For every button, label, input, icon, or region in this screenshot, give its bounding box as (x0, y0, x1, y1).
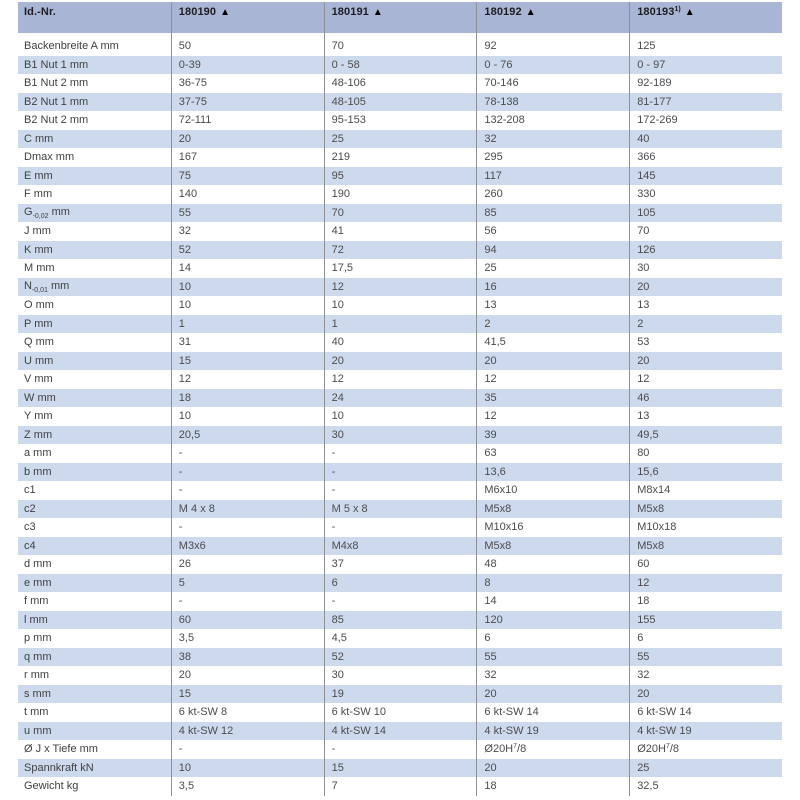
row-label: Dmax mm (24, 151, 75, 164)
cell-value: 52 (178, 243, 192, 256)
row-label: Spannkraft kN (24, 761, 94, 774)
cell-value: 31 (178, 336, 192, 349)
table-row (18, 278, 782, 297)
fit-superscript: 7 (513, 743, 518, 751)
cell-value: 1 (331, 317, 338, 330)
cell-value: 140 (178, 188, 198, 201)
cell-value: 20 (178, 669, 192, 682)
cell-value: 18 (637, 595, 650, 608)
header-article-number (324, 2, 477, 33)
cell-value: 39 (484, 428, 497, 441)
table-row (18, 296, 782, 315)
table-row (18, 722, 782, 741)
cell-value: M 5 x 8 (331, 502, 368, 515)
row-label: C mm (24, 132, 54, 145)
cell-value (629, 743, 782, 755)
cell-text: Ø20H (484, 743, 514, 756)
table-row (18, 333, 782, 352)
table-row (18, 167, 782, 186)
table-row (18, 685, 782, 704)
cell-value: - (178, 484, 183, 497)
row-label: c3 (24, 521, 36, 534)
cell-value: - (331, 743, 336, 756)
table-row (18, 574, 782, 593)
cell-value: 55 (484, 650, 497, 663)
table-row (18, 352, 782, 371)
cell-value: 55 (178, 206, 192, 219)
cell-value: 20 (637, 687, 650, 700)
row-label: t mm (24, 706, 49, 719)
tolerance-subscript: -0,01 (31, 286, 48, 294)
cell-value: 8 (484, 576, 491, 589)
cell-value: M5x8 (637, 539, 665, 552)
cell-value: 41,5 (484, 336, 506, 349)
cell-value: 32 (178, 225, 192, 238)
cell-value: 20 (484, 354, 497, 367)
row-label: f mm (24, 595, 49, 608)
cell-value: 4 kt-SW 12 (178, 724, 234, 737)
article-number-text: 180190 (178, 6, 217, 18)
table-row (18, 500, 782, 519)
cell-value: 24 (331, 391, 344, 404)
cell-value: 15 (178, 687, 192, 700)
table-row (18, 204, 782, 223)
table-row (18, 74, 782, 93)
cell-value: 53 (637, 336, 650, 349)
cell-value: - (331, 447, 336, 460)
cell-text: Ø20H (637, 743, 666, 756)
cell-value: M4x8 (331, 539, 359, 552)
cell-value: 18 (484, 780, 497, 793)
row-label: Gewicht kg (24, 780, 79, 793)
cell-value: - (178, 447, 183, 460)
cell-value: 6 kt-SW 8 (178, 706, 228, 719)
cell-value: 46 (637, 391, 650, 404)
cell-value: 25 (484, 262, 497, 275)
row-label: M mm (24, 262, 55, 275)
table-row (18, 777, 782, 796)
row-label: B2 Nut 2 mm (24, 114, 89, 127)
cell-value: 7 (331, 780, 338, 793)
cell-text: N (24, 279, 32, 292)
cell-value: 48-106 (331, 77, 366, 90)
cell-value: M6x10 (484, 484, 518, 497)
table-header-row (18, 2, 782, 33)
row-label: P mm (24, 317, 53, 330)
table-row (18, 666, 782, 685)
cell-value: 15,6 (637, 465, 659, 478)
row-label: l mm (24, 613, 48, 626)
cell-value: 18 (178, 391, 192, 404)
cell-value: 12 (331, 280, 344, 293)
cell-value: 26 (178, 558, 192, 571)
cell-value: 10 (178, 410, 192, 423)
cell-value: 5 (178, 576, 185, 589)
row-label: W mm (24, 391, 56, 404)
cell-value: 4,5 (331, 632, 347, 645)
cell-value: 48 (484, 558, 497, 571)
header-article-number (171, 2, 324, 33)
triangle-icon: ▲ (684, 7, 695, 18)
cell-value: 25 (331, 132, 344, 145)
row-label: e mm (24, 576, 52, 589)
header-article-number (476, 2, 629, 33)
fit-superscript: 7 (665, 743, 670, 751)
cell-text: mm (48, 205, 70, 218)
cell-value: 85 (484, 206, 497, 219)
cell-value: 20 (331, 354, 344, 367)
cell-value: 32 (637, 669, 650, 682)
cell-value: - (178, 595, 183, 608)
cell-value: 3,5 (178, 632, 195, 645)
cell-value: 14 (178, 262, 192, 275)
cell-value: 80 (637, 447, 650, 460)
cell-text: G (24, 205, 33, 218)
row-label: E mm (24, 169, 53, 182)
cell-value: M10x16 (484, 521, 524, 534)
cell-value: 55 (637, 650, 650, 663)
cell-value: 0-39 (178, 58, 201, 71)
triangle-icon: ▲ (220, 7, 231, 18)
table-row (18, 740, 782, 759)
table-row (18, 426, 782, 445)
cell-value: 37 (331, 558, 344, 571)
row-label: B2 Nut 1 mm (24, 95, 89, 108)
cell-value: 30 (331, 428, 344, 441)
cell-value: 0 - 97 (637, 58, 666, 71)
cell-value: 10 (178, 761, 192, 774)
row-label: b mm (24, 465, 52, 478)
table-row (18, 37, 782, 56)
row-label: Ø J x Tiefe mm (24, 743, 98, 756)
cell-value: - (331, 465, 336, 478)
cell-value: 32 (484, 132, 497, 145)
cell-value: 6 kt-SW 10 (331, 706, 386, 719)
cell-value: 75 (178, 169, 192, 182)
cell-value: 56 (484, 225, 497, 238)
cell-value: 6 (637, 632, 644, 645)
cell-value: 155 (637, 613, 656, 626)
cell-value: 37-75 (178, 95, 207, 108)
cell-value: 92 (484, 40, 497, 53)
table-row (18, 148, 782, 167)
cell-value: 85 (331, 613, 344, 626)
cell-value: 117 (484, 169, 502, 182)
table-body (18, 37, 782, 796)
cell-value: 145 (637, 169, 656, 182)
cell-value: M 4 x 8 (178, 502, 215, 515)
cell-value: 30 (637, 262, 650, 275)
cell-value: 38 (178, 650, 192, 663)
cell-value: 32,5 (637, 780, 659, 793)
row-label: c2 (24, 502, 36, 515)
spec-table (18, 2, 782, 796)
cell-value: 92-189 (637, 77, 672, 90)
cell-value: 72-111 (178, 114, 212, 127)
cell-value: 70-146 (484, 77, 519, 90)
row-label: s mm (24, 687, 51, 700)
cell-value: 20,5 (178, 428, 201, 441)
cell-value: 10 (178, 280, 192, 293)
table-row (18, 185, 782, 204)
cell-value: 60 (637, 558, 650, 571)
cell-value: 4 kt-SW 19 (637, 724, 692, 737)
column-separator (629, 2, 630, 796)
cell-value: 30 (331, 669, 344, 682)
cell-value: 0 - 58 (331, 58, 360, 71)
cell-value: 13 (637, 299, 650, 312)
table-row (18, 56, 782, 75)
row-label: Z mm (24, 428, 53, 441)
row-label: O mm (24, 299, 54, 312)
cell-value: 35 (484, 391, 497, 404)
cell-value: 36-75 (178, 77, 207, 90)
cell-value: 15 (331, 761, 344, 774)
row-label: U mm (24, 354, 54, 367)
table-row (18, 444, 782, 463)
cell-value: M5x8 (484, 502, 512, 515)
table-row (18, 611, 782, 630)
cell-value: 10 (178, 299, 192, 312)
row-label: F mm (24, 188, 53, 201)
cell-value: 13 (637, 410, 650, 423)
table-row (18, 759, 782, 778)
cell-value: 41 (331, 225, 344, 238)
cell-value: 167 (178, 151, 198, 164)
table-row (18, 407, 782, 426)
article-number-text: 180193 (637, 6, 675, 18)
cell-value: 4 kt-SW 14 (331, 724, 386, 737)
table-row (18, 241, 782, 260)
cell-value: - (331, 595, 336, 608)
cell-value: 60 (178, 613, 192, 626)
cell-value: 20 (178, 132, 192, 145)
cell-value: M10x18 (637, 521, 677, 534)
cell-value: 14 (484, 595, 497, 608)
row-label: u mm (24, 724, 52, 737)
cell-value: 49,5 (637, 428, 659, 441)
row-label (18, 206, 171, 220)
row-label: c1 (24, 484, 36, 497)
cell-value: 366 (637, 151, 656, 164)
cell-value: 94 (484, 243, 497, 256)
header-id-label: Id.-Nr. (24, 6, 56, 18)
cell-value: 3,5 (178, 780, 195, 793)
table-row (18, 370, 782, 389)
cell-text: mm (47, 279, 70, 292)
cell-value: 219 (331, 151, 350, 164)
cell-value: 4 kt-SW 19 (484, 724, 539, 737)
cell-value: 72 (331, 243, 344, 256)
cell-value: 20 (637, 280, 650, 293)
row-label: d mm (24, 558, 52, 571)
cell-value: 15 (178, 354, 192, 367)
cell-value: 19 (331, 687, 344, 700)
header-article-number (629, 2, 782, 33)
footnote-marker: 1) (674, 6, 681, 13)
table-row (18, 481, 782, 500)
cell-value: 120 (484, 613, 503, 626)
cell-value: 12 (178, 373, 192, 386)
cell-value: 6 (331, 576, 338, 589)
cell-value: - (331, 484, 336, 497)
article-number-text: 180192 (484, 6, 522, 18)
cell-value: 10 (331, 299, 344, 312)
cell-value: 13,6 (484, 465, 506, 478)
cell-value: M3x6 (178, 539, 206, 552)
table-row (18, 111, 782, 130)
cell-value: 78-138 (484, 95, 519, 108)
cell-value: 70 (637, 225, 650, 238)
row-label: p mm (24, 632, 52, 645)
cell-value: 95 (331, 169, 344, 182)
cell-value: 1 (178, 317, 185, 330)
cell-value: 172-269 (637, 114, 678, 127)
table-row (18, 592, 782, 611)
cell-value: M8x14 (637, 484, 671, 497)
cell-value: - (178, 743, 183, 756)
cell-value: M5x8 (637, 502, 665, 515)
cell-value: 2 (484, 317, 491, 330)
cell-value: 70 (331, 40, 344, 53)
cell-value: 6 (484, 632, 491, 645)
cell-value: - (178, 465, 183, 478)
tolerance-subscript: -0,02 (32, 212, 49, 220)
cell-text: /8 (669, 743, 680, 756)
row-label: q mm (24, 650, 52, 663)
row-label: Y mm (24, 410, 53, 423)
cell-value: 70 (331, 206, 344, 219)
table-row (18, 648, 782, 667)
triangle-icon: ▲ (525, 7, 536, 18)
table-row (18, 629, 782, 648)
row-label: Q mm (24, 336, 54, 349)
cell-value: 12 (484, 373, 497, 386)
cell-value: 125 (637, 40, 656, 53)
row-label: a mm (24, 447, 52, 460)
cell-value: 16 (484, 280, 497, 293)
cell-value: 0 - 76 (484, 58, 513, 71)
cell-value: 81-177 (637, 95, 672, 108)
row-label: V mm (24, 373, 53, 386)
cell-value: 32 (484, 669, 497, 682)
cell-value: 260 (484, 188, 503, 201)
cell-value: 20 (637, 354, 650, 367)
cell-value: 63 (484, 447, 497, 460)
article-number-text: 180191 (331, 6, 369, 18)
table-row (18, 222, 782, 241)
row-label: Backenbreite A mm (24, 40, 119, 53)
cell-value: 10 (331, 410, 344, 423)
cell-value: 6 kt-SW 14 (484, 706, 539, 719)
cell-value: 12 (331, 373, 344, 386)
cell-value: 12 (484, 410, 497, 423)
column-separator (476, 2, 477, 796)
cell-value: 95-153 (331, 114, 366, 127)
table-row (18, 703, 782, 722)
table-row (18, 389, 782, 408)
cell-value: 40 (331, 336, 344, 349)
cell-value: 40 (637, 132, 650, 145)
cell-value: 132-208 (484, 114, 525, 127)
cell-value: 48-105 (331, 95, 366, 108)
table-row (18, 259, 782, 278)
cell-value: 2 (637, 317, 644, 330)
row-label: B1 Nut 2 mm (24, 77, 89, 90)
cell-value: M5x8 (484, 539, 512, 552)
cell-value: 190 (331, 188, 350, 201)
row-label (18, 280, 171, 294)
cell-value: 20 (484, 687, 497, 700)
row-label: c4 (24, 539, 36, 552)
table-row (18, 537, 782, 556)
row-label: K mm (24, 243, 53, 256)
cell-value: 295 (484, 151, 503, 164)
cell-value: 20 (484, 761, 497, 774)
cell-value: 12 (637, 576, 650, 589)
row-label: r mm (24, 669, 50, 682)
cell-value: 52 (331, 650, 344, 663)
row-label: J mm (24, 225, 51, 238)
table-row (18, 555, 782, 574)
triangle-icon: ▲ (372, 7, 383, 18)
cell-value: 17,5 (331, 262, 354, 275)
table-row (18, 518, 782, 537)
cell-value: 105 (637, 206, 656, 219)
row-label: B1 Nut 1 mm (24, 58, 89, 71)
cell-text: /8 (517, 743, 527, 756)
column-separator (324, 2, 325, 796)
cell-value (476, 743, 629, 755)
cell-value: 6 kt-SW 14 (637, 706, 692, 719)
cell-value: 126 (637, 243, 656, 256)
table-row (18, 463, 782, 482)
column-separator (171, 2, 172, 796)
cell-value: 25 (637, 761, 650, 774)
cell-value: 50 (178, 40, 192, 53)
cell-value: 12 (637, 373, 650, 386)
cell-value: - (178, 521, 183, 534)
table-row (18, 93, 782, 112)
table-row (18, 315, 782, 334)
cell-value: 330 (637, 188, 656, 201)
cell-value: - (331, 521, 336, 534)
cell-value: 13 (484, 299, 497, 312)
table-row (18, 130, 782, 149)
